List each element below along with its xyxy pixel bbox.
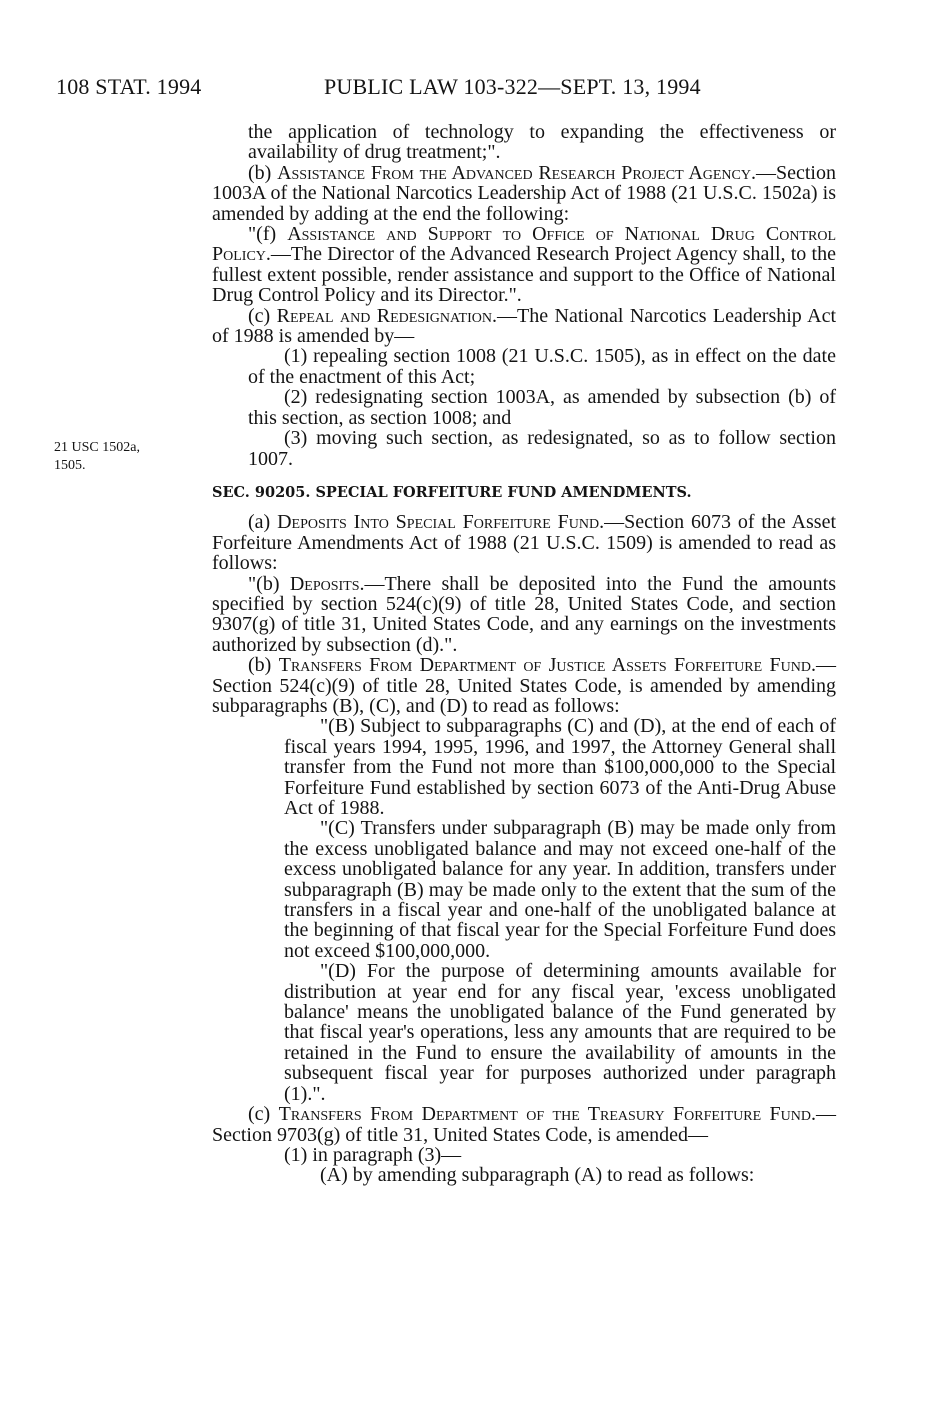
margin-citation-line: 21 USC 1502a, bbox=[54, 440, 140, 455]
page-header bbox=[56, 74, 736, 104]
subsection-heading: Deposits Into Special Forfeiture Fund. bbox=[277, 511, 605, 534]
statute-page-ref: 108 STAT. 1994 bbox=[56, 74, 202, 99]
document-body bbox=[212, 122, 836, 1186]
subsection-b-paragraph: (b) Assistance From the Advanced Research Project Agency.—Section 1003A of the National Narcotics Leadership Act of 1988 (21 U.S.C. 1502a) is amended by adding at the end the following: bbox=[212, 161, 836, 225]
public-law-title: PUBLIC LAW 103-322—SEPT. 13, 1994 bbox=[324, 74, 701, 99]
deposits-paragraph: "(b) Deposits.—There shall be deposited into the Fund the amounts specified by section 524(c)(9) of title 28, United States Code, and section 9307(g) of title 31, United States Code, and any earnings on the investments authorized by subsection (d).". bbox=[212, 572, 837, 656]
paragraph: the application of technology to expanding the effectiveness or availability of drug treatment;". bbox=[248, 121, 836, 164]
margin-citation-line: 1505. bbox=[54, 458, 86, 473]
section-heading: SEC. 90205. SPECIAL FORFEITURE FUND AMENDMENTS. bbox=[212, 483, 692, 501]
paragraph-item: (2) redesignating section 1003A, as amended by subsection (b) of this section, as section 1008; and bbox=[248, 386, 836, 429]
subsection-a-paragraph: (a) Deposits Into Special Forfeiture Fund.—Section 6073 of the Asset Forfeiture Amendments Act of 1988 (21 U.S.C. 1509) is amended to read as follows: bbox=[212, 511, 836, 575]
paragraph-item: (1) in paragraph (3)— bbox=[284, 1143, 462, 1166]
subsection-heading: Assistance From the Advanced Research Project Agency. bbox=[277, 161, 756, 184]
margin-citation bbox=[54, 439, 140, 475]
subsection-c-paragraph: (c) Repeal and Redesignation.—The National Narcotics Leadership Act of 1988 is amended by— bbox=[212, 304, 836, 348]
subsection-c-transfers-paragraph: (c) Transfers From Department of the Treasury Forfeiture Fund.— Section 9703(g) of title 31, United States Code, is amended— bbox=[212, 1103, 836, 1146]
subsection-heading: Deposits. bbox=[289, 572, 365, 595]
subsection-b-transfers-paragraph: (b) Transfers From Department of Justice Assets Forfeiture Fund.—Section 524(c)(9) of title 28, United States Code, is amended by amending subparagraphs (B), (C), and (D) to read as follows: bbox=[212, 654, 836, 717]
subsection-heading: Assistance and Support to Office of National Drug Control Policy. bbox=[212, 223, 836, 266]
subsection-heading: Repeal and Redesignation. bbox=[276, 304, 497, 327]
subsection-f-paragraph: "(f) Assistance and Support to Office of National Drug Control Policy.—The Director of the Advanced Research Project Agency shall, to the fullest extent possible, render assistance and support to the Office of National Drug Control Policy and its Director.". bbox=[212, 223, 836, 307]
subparagraph-b: "(B) Subject to subparagraphs (C) and (D), at the end of each of fiscal years 1994, 1995, 1996, and 1997, the Attorney General shall transfer from the Fund not more than $100,000,000 to the Special Forfeiture Fund established by section 6073 of the Anti-Drug Abuse Act of 1988. bbox=[284, 715, 836, 819]
subparagraph-c: "(C) Transfers under subparagraph (B) may be made only from the excess unobligated balance and may not exceed one-half of the excess unobligated balance for any year. In addition, transfers under subparagraph (B) may be made only to the extent that the sum of the transfers in a fiscal year and one-half of the unobligated balance at the beginning of that fiscal year for the Special Forfeiture Fund does not exceed $100,000,000. bbox=[284, 817, 836, 962]
paragraph-item: (3) moving such section, as redesignated, so as to follow section 1007. bbox=[248, 427, 836, 470]
subparagraph-d: "(D) For the purpose of determining amounts available for distribution at year end for any fiscal year, 'excess unobligated balance' means the unobligated balance of the Fund generated by that fiscal year's operations, less any amounts that are required to be retained in the Fund to ensure the availability of amounts in the subsequent fiscal year for purposes authorized under paragraph (1).". bbox=[284, 960, 836, 1105]
subsection-heading: Transfers From Department of the Treasury Forfeiture Fund. bbox=[278, 1103, 816, 1126]
subsection-heading: Transfers From Department of Justice Assets Forfeiture Fund. bbox=[278, 654, 816, 677]
paragraph-item: (1) repealing section 1008 (21 U.S.C. 1505), as in effect on the date of the enactment of this Act; bbox=[248, 345, 836, 388]
subparagraph-item: (A) by amending subparagraph (A) to read as follows: bbox=[320, 1164, 755, 1187]
